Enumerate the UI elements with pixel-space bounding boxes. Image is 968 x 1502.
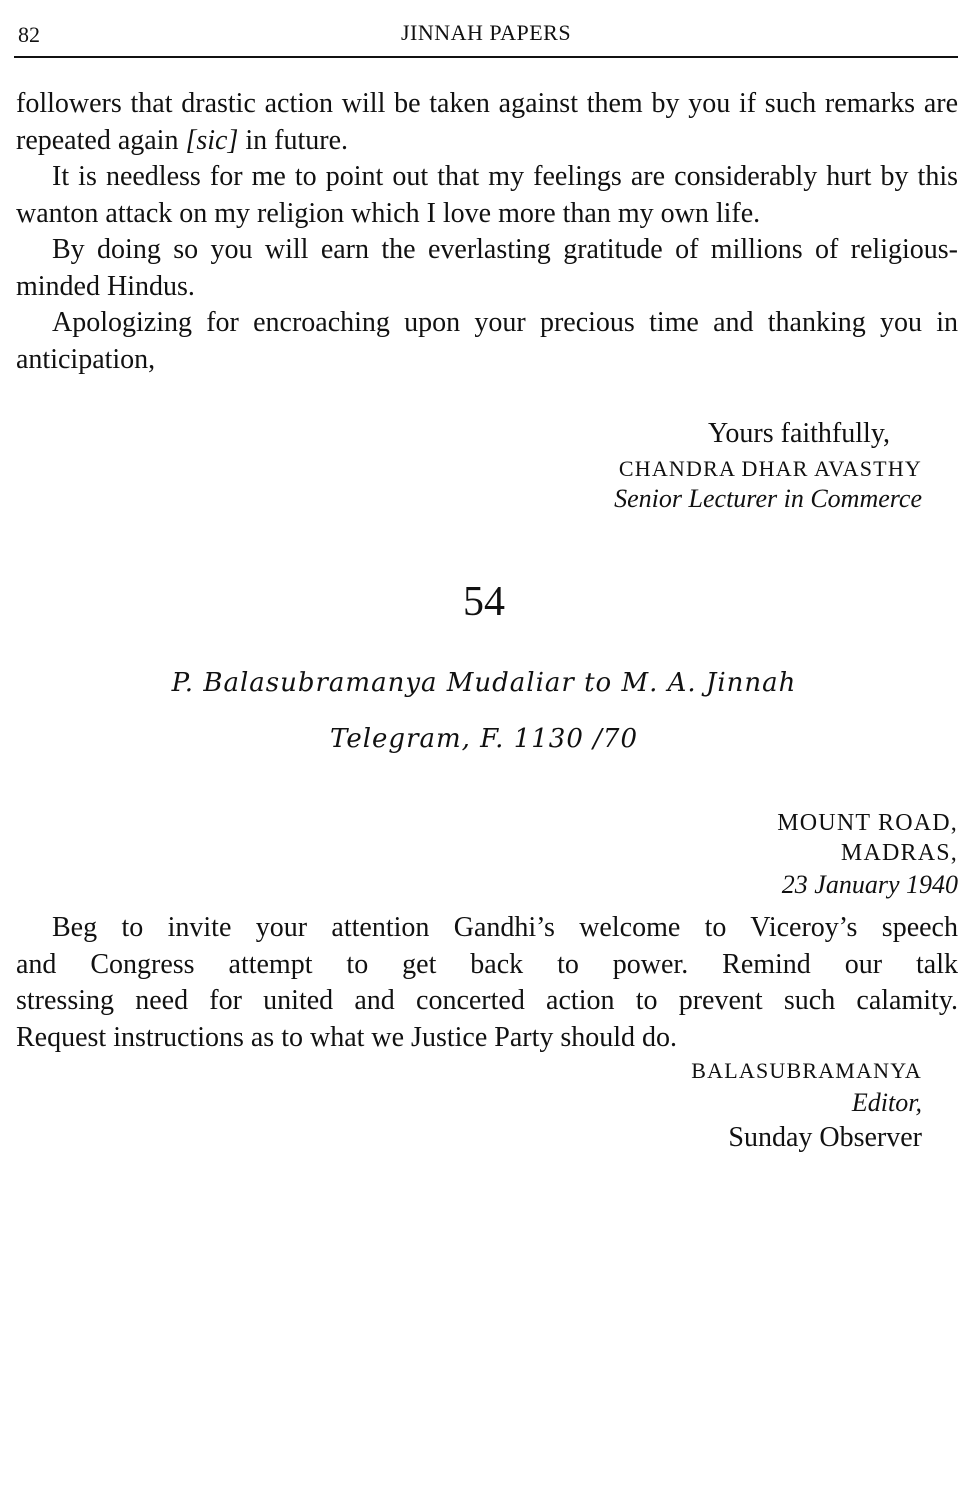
paragraph: Apologizing for encroaching upon your precious time and thanking you in anticipation,	[16, 307, 958, 375]
telegram-designation: Editor,	[851, 1088, 922, 1117]
letter-body	[16, 86, 958, 378]
telegram-line: stressing need for united and concerted action to prevent such calamity.	[16, 985, 958, 1016]
running-head: JINNAH PAPERS	[400, 20, 572, 45]
paragraph-continued: followers that drastic action will be taken against them by you if such remarks are repeated again [sic] in future.	[16, 88, 958, 156]
address-line-1: MOUNT ROAD,	[777, 810, 958, 836]
telegram-line: Beg to invite your attention Gandhi’s welcome to Viceroy’s speech	[52, 912, 958, 943]
paragraph: It is needless for me to point out that my feelings are considerably hurt by this wanton attack on my religion which I love more than my own life.	[16, 161, 958, 229]
document-heading: P. Balasubramanya Mudaliar to M. A. Jinnah	[171, 668, 797, 698]
letter-closing: Yours faithfully,	[707, 418, 890, 449]
page-header	[14, 18, 958, 48]
address-line-2: MADRAS,	[840, 840, 958, 866]
document-number: 54	[463, 579, 505, 625]
telegram-line: Request instructions as to what we Justice Party should do.	[16, 1021, 678, 1053]
telegram-signatory: BALASUBRAMANYA	[691, 1058, 922, 1083]
header-rule	[14, 56, 958, 58]
telegram-date: 23 January 1940	[781, 870, 958, 899]
document-subheading: Telegram, F. 1130 /70	[330, 724, 638, 754]
page-number: 82	[18, 22, 40, 47]
paragraph: By doing so you will earn the everlasting gratitude of millions of religious-minded Hindus.	[16, 234, 958, 302]
letter-designation: Senior Lecturer in Commerce	[614, 484, 922, 513]
telegram-line: and Congress attempt to get back to power. Remind our talk	[16, 948, 958, 980]
telegram-text	[16, 910, 958, 1056]
letter-signatory: CHANDRA DHAR AVASTHY	[618, 456, 922, 481]
publication-name: Sunday Observer	[728, 1122, 922, 1153]
